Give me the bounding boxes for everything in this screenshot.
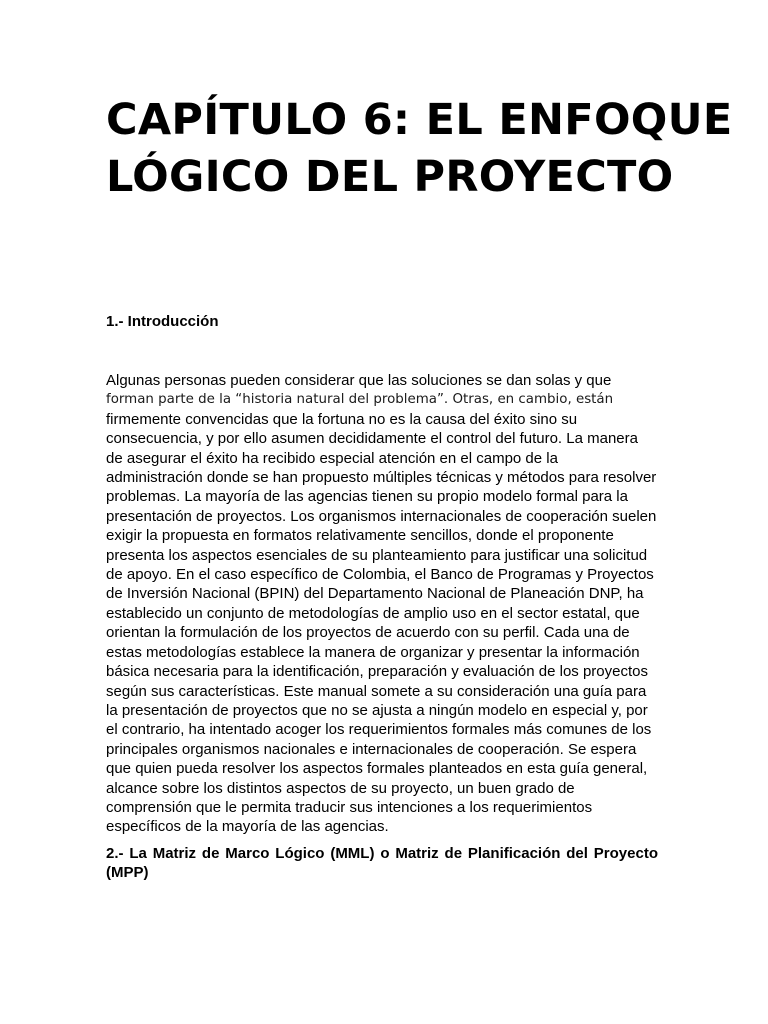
paragraph-line: firmemente convencidas que la fortuna no es la causa del éxito sino su — [106, 410, 578, 428]
chapter-title — [106, 92, 733, 206]
section-heading-introduccion: 1.- Introducción — [106, 313, 219, 330]
section-heading-matriz-marco-logico: 2.- La Matriz de Marco Lógico (MML) o Matriz de Planificación del Proyecto (MPP) — [106, 845, 658, 882]
paragraph-line: Algunas personas pueden considerar que las soluciones se dan solas y que — [106, 372, 612, 389]
chapter-title-line: LÓGICO DEL PROYECTO — [106, 152, 674, 202]
paragraph-line: forman parte de la “historia natural del problema”. Otras, en cambio, están — [106, 392, 614, 408]
paragraph-line: principales organismos nacionales e internacionales de cooperación. Se espera — [106, 740, 637, 758]
paragraph-line: administración donde se han propuesto múltiples técnicas y métodos para resolver — [106, 469, 657, 487]
paragraph-line: comprensión que le permita traducir sus intenciones a los requerimientos — [106, 798, 593, 816]
paragraph-line: consecuencia, y por ello asumen decididamente el control del futuro. La manera — [106, 430, 638, 448]
paragraph-line: básica necesaria para la identificación, preparación y evaluación de los proyectos — [106, 663, 648, 681]
paragraph-line: el contrario, ha intentado acoger los requerimientos formales más comunes de los — [106, 721, 652, 739]
paragraph-line: establecido un conjunto de metodologías de amplio uso en el sector estatal, que — [106, 604, 640, 622]
paragraph-line: estas metodologías establece la manera de organizar y presentar la información — [106, 643, 640, 661]
paragraph-line: de Inversión Nacional (BPIN) del Departamento Nacional de Planeación DNP, ha — [106, 585, 644, 603]
paragraph-line: exigir la propuesta en formatos relativamente sencillos, donde el proponente — [106, 527, 614, 545]
intro-paragraph — [106, 371, 666, 837]
paragraph-line: presenta los aspectos esenciales de su planteamiento para justificar una solicitud — [106, 546, 648, 564]
paragraph-line: la presentación de proyectos que no se ajusta a ningún modelo en especial y, por — [106, 701, 648, 719]
paragraph-line: de apoyo. En el caso específico de Colombia, el Banco de Programas y Proyectos — [106, 566, 654, 584]
paragraph-line: alcance sobre los distintos aspectos de su proyecto, un buen grado de — [106, 779, 575, 797]
paragraph-line: problemas. La mayoría de las agencias tienen su propio modelo formal para la — [106, 488, 628, 506]
chapter-title-line: CAPÍTULO 6: EL ENFOQUE — [106, 95, 733, 145]
paragraph-line: orientan la formulación de los proyectos de acuerdo con su perfil. Cada una de — [106, 624, 630, 642]
paragraph-line: específicos de la mayoría de las agencias. — [106, 818, 389, 836]
paragraph-line: presentación de proyectos. Los organismos internacionales de cooperación suelen — [106, 507, 657, 525]
paragraph-line: que quien pueda resolver los aspectos formales planteados en esta guía general, — [106, 760, 648, 778]
paragraph-line: de asegurar el éxito ha recibido especial atención en el campo de la — [106, 449, 558, 467]
paragraph-line: según sus características. Este manual somete a su consideración una guía para — [106, 682, 647, 700]
